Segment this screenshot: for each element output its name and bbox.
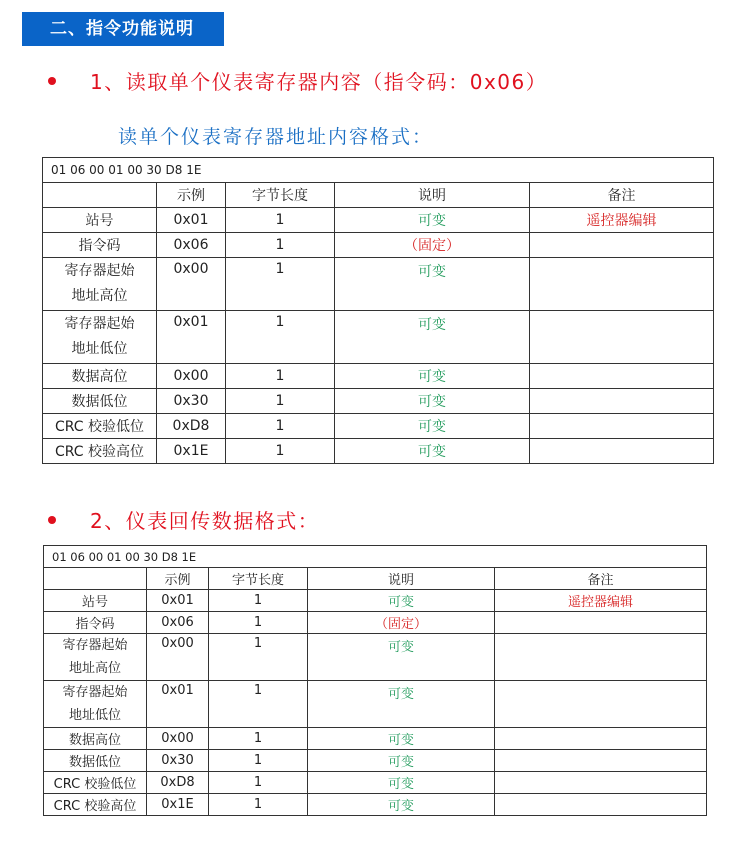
- header-cell: 备注: [530, 183, 714, 208]
- length-cell: 1: [226, 208, 335, 233]
- desc-cell: 可变: [308, 634, 495, 681]
- field-line: 地址低位: [68, 708, 121, 723]
- note-cell: [495, 681, 707, 728]
- field-cell: CRC 校验低位: [44, 772, 147, 794]
- field-cell: 数据低位: [43, 389, 157, 414]
- field-line: 地址高位: [68, 661, 121, 676]
- heading-response-format: [48, 505, 319, 534]
- header-cell: 备注: [495, 568, 707, 590]
- desc-cell: 可变: [335, 311, 530, 364]
- table-row: [43, 311, 714, 364]
- field-cell: [44, 634, 147, 681]
- header-cell: [44, 568, 147, 590]
- field-cell: [43, 311, 157, 364]
- header-cell: [43, 183, 157, 208]
- subheading-read-format: 读单个仪表寄存器地址内容格式：: [118, 126, 434, 148]
- example-cell: 0x00: [147, 634, 209, 681]
- length-cell: 1: [226, 414, 335, 439]
- desc-cell: 可变: [335, 414, 530, 439]
- field-line: 寄存器起始: [64, 263, 135, 279]
- desc-cell: 可变: [335, 439, 530, 464]
- desc-cell: 可变: [308, 728, 495, 750]
- table-row: [43, 364, 714, 389]
- field-line: 寄存器起始: [62, 685, 128, 700]
- field-line: 地址高位: [71, 288, 128, 304]
- header-cell: 说明: [308, 568, 495, 590]
- desc-cell: 可变: [308, 681, 495, 728]
- field-cell: CRC 校验高位: [43, 439, 157, 464]
- table-row: [44, 728, 707, 750]
- length-cell: 1: [209, 750, 308, 772]
- field-cell: CRC 校验低位: [43, 414, 157, 439]
- header-cell: 字节长度: [226, 183, 335, 208]
- note-cell: [530, 389, 714, 414]
- table-header-row: [44, 568, 707, 590]
- length-cell: 1: [209, 772, 308, 794]
- header-cell: 示例: [147, 568, 209, 590]
- note-cell: [495, 794, 707, 816]
- desc-cell: 可变: [308, 794, 495, 816]
- example-cell: 0xD8: [157, 414, 226, 439]
- length-cell: 1: [226, 364, 335, 389]
- example-cell: 0x06: [147, 612, 209, 634]
- table-row: [44, 612, 707, 634]
- bullet-icon: [48, 77, 56, 85]
- desc-cell: 可变: [335, 208, 530, 233]
- table-row: [44, 681, 707, 728]
- table-title-row: [44, 546, 707, 568]
- header-cell: 示例: [157, 183, 226, 208]
- length-cell: 1: [209, 612, 308, 634]
- table-row: [43, 389, 714, 414]
- field-cell: 数据高位: [44, 728, 147, 750]
- heading-text: 2、仪表回传数据格式：: [90, 509, 320, 533]
- desc-cell: 可变: [335, 364, 530, 389]
- note-cell: 遥控器编辑: [495, 590, 707, 612]
- table-header-row: [43, 183, 714, 208]
- note-cell: [495, 750, 707, 772]
- field-line: 寄存器起始: [64, 316, 135, 332]
- heading-text: 1、读取单个仪表寄存器内容（指令码：0x06）: [90, 70, 548, 94]
- bullet-icon: [48, 516, 56, 524]
- header-cell: 字节长度: [209, 568, 308, 590]
- length-cell: 1: [226, 311, 335, 364]
- field-line: 寄存器起始: [62, 638, 128, 653]
- note-cell: [495, 772, 707, 794]
- note-cell: [530, 439, 714, 464]
- note-cell: [530, 233, 714, 258]
- example-cell: 0x00: [157, 258, 226, 311]
- desc-cell: 可变: [308, 750, 495, 772]
- field-cell: 数据高位: [43, 364, 157, 389]
- field-cell: 数据低位: [44, 750, 147, 772]
- example-cell: 0x01: [157, 208, 226, 233]
- example-cell: 0xD8: [147, 772, 209, 794]
- field-cell: [43, 258, 157, 311]
- table-row: [44, 590, 707, 612]
- length-cell: 1: [209, 728, 308, 750]
- hex-frame: 01 06 00 01 00 30 D8 1E: [44, 546, 707, 568]
- table-row: [43, 414, 714, 439]
- note-cell: 遥控器编辑: [530, 208, 714, 233]
- table-row: [43, 439, 714, 464]
- desc-cell: 可变: [335, 258, 530, 311]
- example-cell: 0x00: [157, 364, 226, 389]
- field-cell: [44, 681, 147, 728]
- example-cell: 0x01: [147, 590, 209, 612]
- table-row: [44, 634, 707, 681]
- note-cell: [530, 364, 714, 389]
- length-cell: 1: [226, 389, 335, 414]
- example-cell: 0x01: [147, 681, 209, 728]
- hex-frame: 01 06 00 01 00 30 D8 1E: [43, 158, 714, 183]
- note-cell: [530, 414, 714, 439]
- note-cell: [495, 612, 707, 634]
- header-cell: 说明: [335, 183, 530, 208]
- example-cell: 0x01: [157, 311, 226, 364]
- length-cell: 1: [226, 258, 335, 311]
- length-cell: 1: [209, 681, 308, 728]
- response-format-table: [43, 545, 707, 816]
- length-cell: 1: [209, 634, 308, 681]
- field-line: 地址低位: [71, 341, 128, 357]
- note-cell: [495, 728, 707, 750]
- length-cell: 1: [209, 794, 308, 816]
- example-cell: 0x30: [147, 750, 209, 772]
- example-cell: 0x1E: [147, 794, 209, 816]
- read-format-table: [42, 157, 714, 464]
- field-cell: 站号: [43, 208, 157, 233]
- example-cell: 0x30: [157, 389, 226, 414]
- desc-cell: 可变: [308, 590, 495, 612]
- heading-read-register: [48, 66, 547, 95]
- desc-cell: 可变: [335, 389, 530, 414]
- note-cell: [530, 258, 714, 311]
- section-banner: 二、指令功能说明: [22, 12, 224, 46]
- table-row: [43, 233, 714, 258]
- desc-cell: （固定）: [335, 233, 530, 258]
- note-cell: [495, 634, 707, 681]
- field-cell: 指令码: [43, 233, 157, 258]
- example-cell: 0x00: [147, 728, 209, 750]
- length-cell: 1: [209, 590, 308, 612]
- example-cell: 0x06: [157, 233, 226, 258]
- field-cell: 站号: [44, 590, 147, 612]
- field-cell: 指令码: [44, 612, 147, 634]
- field-cell: CRC 校验高位: [44, 794, 147, 816]
- desc-cell: （固定）: [308, 612, 495, 634]
- table-row: [43, 258, 714, 311]
- example-cell: 0x1E: [157, 439, 226, 464]
- table-title-row: [43, 158, 714, 183]
- note-cell: [530, 311, 714, 364]
- table-row: [44, 772, 707, 794]
- length-cell: 1: [226, 439, 335, 464]
- desc-cell: 可变: [308, 772, 495, 794]
- table-row: [44, 750, 707, 772]
- table-row: [43, 208, 714, 233]
- length-cell: 1: [226, 233, 335, 258]
- table-row: [44, 794, 707, 816]
